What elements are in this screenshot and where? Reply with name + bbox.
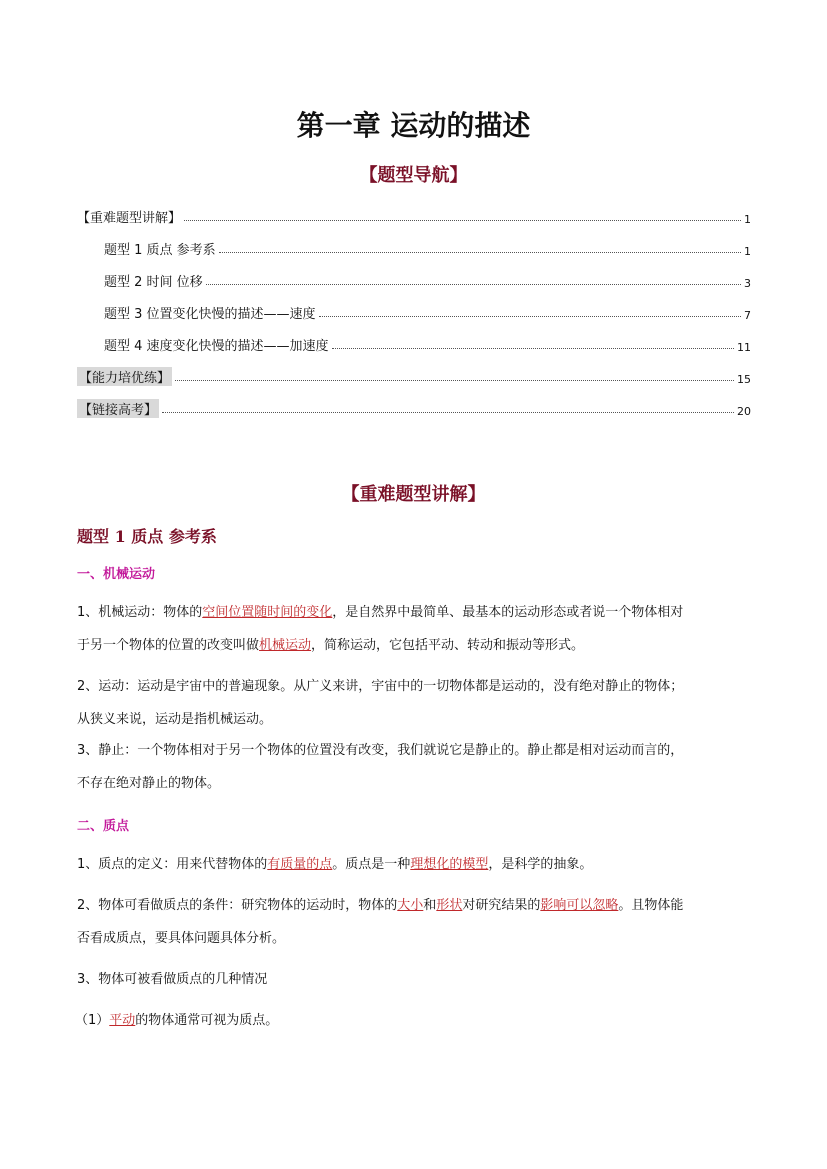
toc-leader xyxy=(219,252,741,253)
toc-label: 题型 3 位置变化快慢的描述——速度 xyxy=(104,307,316,322)
toc-page: 1 xyxy=(744,245,751,258)
toc-leader xyxy=(175,380,734,381)
highlight-term: 大小 xyxy=(397,898,424,913)
toc-entry-topic-4[interactable] xyxy=(104,334,751,354)
topic-title: 题型 1 质点 参考系 xyxy=(77,527,217,546)
toc-page: 15 xyxy=(737,373,751,386)
toc-label: 【重难题型讲解】 xyxy=(77,211,182,226)
toc-entry-exam-link[interactable] xyxy=(77,398,751,418)
highlight-term: 机械运动 xyxy=(259,638,312,653)
toc-leader xyxy=(319,316,741,317)
chapter-title: 第一章 运动的描述 xyxy=(296,109,531,142)
toc-entry-key-topics[interactable] xyxy=(77,206,751,226)
toc-label: 题型 4 速度变化快慢的描述——加速度 xyxy=(104,339,329,354)
toc-entry-practice[interactable] xyxy=(77,366,751,386)
toc-leader xyxy=(184,220,741,221)
highlight-term: 空间位置随时间的变化 xyxy=(202,605,333,620)
highlight-term: 形状 xyxy=(436,898,463,913)
toc-label: 题型 2 时间 位移 xyxy=(104,275,203,290)
toc-label: 【能力培优练】 xyxy=(77,367,172,386)
toc-leader xyxy=(206,284,741,285)
paragraph-rest: 3、静止：一个物体相对于另一个物体的位置没有改变，我们就说它是静止的。静止都是相对运动而言的， 不存在绝对静止的物体。 xyxy=(77,743,684,791)
paragraph-particle-definition: 1、质点的定义：用来代替物体的有质量的点。质点是一种理想化的模型，是科学的抽象。 xyxy=(77,857,593,872)
paragraph-motion: 2、运动：运动是宇宙中的普遍现象。从广义来讲，宇宙中的一切物体都是运动的，没有绝对静止的物体； 从狭义来说，运动是指机械运动。 xyxy=(77,679,684,727)
toc-label: 【链接高考】 xyxy=(77,399,159,418)
toc-leader xyxy=(332,348,734,349)
subheading-mechanical-motion: 一、机械运动 xyxy=(77,567,156,582)
toc-page: 1 xyxy=(744,213,751,226)
highlight-term: 理想化的模型 xyxy=(410,857,489,872)
toc-entry-topic-3[interactable] xyxy=(104,302,751,322)
paragraph-mechanical-motion: 1、机械运动：物体的空间位置随时间的变化，是自然界中最简单、最基本的运动形态或者说一个物体相对 于另一个物体的位置的改变叫做机械运动，简称运动，它包括平动、转动和振动等形式。 xyxy=(77,605,684,653)
toc-leader xyxy=(162,412,734,413)
toc-page: 11 xyxy=(737,341,751,354)
paragraph-particle-condition: 2、物体可看做质点的条件：研究物体的运动时，物体的大小和形状对研究结果的影响可以忽略。且物体能 否看成质点，要具体问题具体分析。 xyxy=(77,898,684,946)
toc-page: 7 xyxy=(744,309,751,322)
nav-title: 【题型导航】 xyxy=(359,165,468,186)
highlight-term: 平动 xyxy=(109,1013,136,1028)
toc-page: 3 xyxy=(744,277,751,290)
toc-entry-topic-2[interactable] xyxy=(104,270,751,290)
paragraph-particle-cases: 3、物体可被看做质点的几种情况 xyxy=(77,972,268,987)
toc-entry-topic-1[interactable] xyxy=(104,238,751,258)
highlight-term: 影响可以忽略 xyxy=(540,898,619,913)
paragraph-translation: （1）平动的物体通常可视为质点。 xyxy=(75,1013,279,1028)
subheading-particle: 二、质点 xyxy=(77,819,130,834)
section-title: 【重难题型讲解】 xyxy=(341,484,486,505)
highlight-term: 有质量的点 xyxy=(267,857,333,872)
toc-label: 题型 1 质点 参考系 xyxy=(104,243,216,258)
toc-page: 20 xyxy=(737,405,751,418)
